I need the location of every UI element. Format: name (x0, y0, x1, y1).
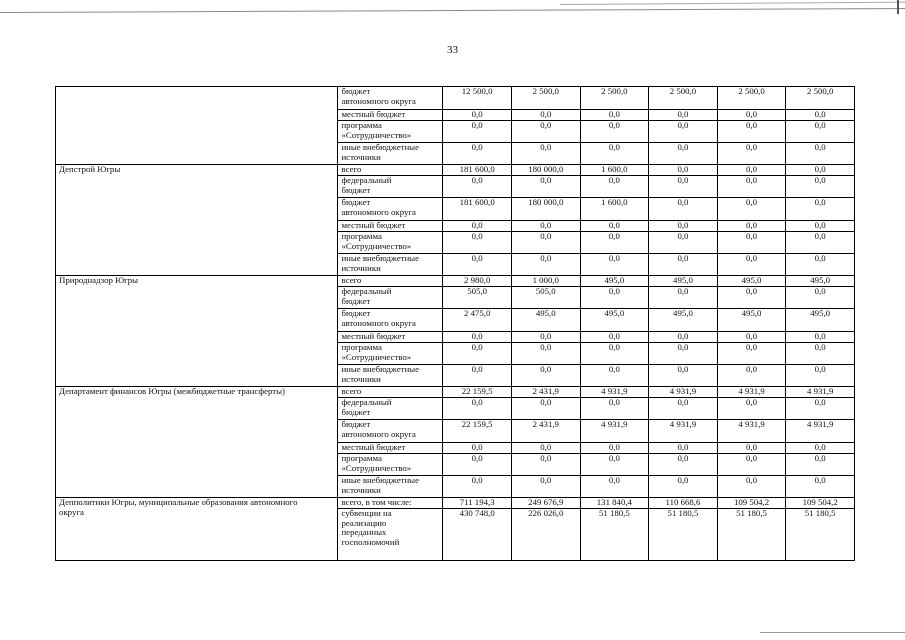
amount-cell: 2 500,0 (580, 87, 649, 110)
amount-cell: 180 000,0 (511, 198, 580, 221)
amount-cell: 51 180,5 (717, 509, 786, 561)
amount-cell: 0,0 (580, 254, 649, 276)
amount-cell: 0,0 (580, 343, 649, 365)
amount-cell: 109 504,2 (786, 498, 855, 509)
amount-cell: 4 931,9 (649, 387, 718, 398)
amount-cell: 0,0 (717, 143, 786, 165)
amount-cell: 0,0 (717, 365, 786, 387)
amount-cell: 0,0 (649, 143, 718, 165)
amount-cell: 0,0 (443, 454, 512, 476)
amount-cell: 0,0 (511, 121, 580, 143)
funding-table (55, 86, 855, 561)
amount-cell: 0,0 (786, 121, 855, 143)
amount-cell: 0,0 (717, 454, 786, 476)
amount-cell: 4 931,9 (580, 387, 649, 398)
table-row (56, 387, 855, 398)
organization-cell: Депполитики Югры, муниципальные образования автономного округа (56, 498, 338, 561)
amount-cell: 0,0 (717, 110, 786, 121)
amount-cell: 711 194,3 (443, 498, 512, 509)
amount-cell: 0,0 (717, 287, 786, 309)
amount-cell: 51 180,5 (786, 509, 855, 561)
amount-cell: 0,0 (443, 443, 512, 454)
amount-cell: 0,0 (443, 476, 512, 498)
funding-source-cell: местный бюджет (338, 332, 443, 343)
amount-cell: 0,0 (786, 476, 855, 498)
amount-cell: 0,0 (717, 254, 786, 276)
amount-cell: 0,0 (580, 287, 649, 309)
table-row (56, 165, 855, 176)
amount-cell: 0,0 (580, 332, 649, 343)
amount-cell: 181 600,0 (443, 198, 512, 221)
scan-corner (897, 0, 905, 14)
amount-cell: 0,0 (511, 443, 580, 454)
amount-cell: 226 026,0 (511, 509, 580, 561)
amount-cell: 4 931,9 (580, 420, 649, 443)
amount-cell: 495,0 (786, 309, 855, 332)
amount-cell: 4 931,9 (786, 387, 855, 398)
funding-source-cell: всего (338, 276, 443, 287)
amount-cell: 0,0 (649, 165, 718, 176)
amount-cell: 12 500,0 (443, 87, 512, 110)
amount-cell: 0,0 (649, 287, 718, 309)
funding-source-cell: бюджет автономного округа (338, 198, 443, 221)
amount-cell: 0,0 (580, 143, 649, 165)
amount-cell: 2 431,9 (511, 387, 580, 398)
amount-cell: 0,0 (580, 176, 649, 198)
funding-source-cell: бюджет автономного округа (338, 87, 443, 110)
amount-cell: 0,0 (786, 443, 855, 454)
amount-cell: 0,0 (786, 176, 855, 198)
amount-cell: 0,0 (786, 198, 855, 221)
amount-cell: 2 500,0 (717, 87, 786, 110)
funding-source-cell: субвенции на реализацию переданных госполномочий (338, 509, 443, 561)
funding-source-cell: федеральный бюджет (338, 398, 443, 420)
amount-cell: 495,0 (580, 309, 649, 332)
amount-cell: 0,0 (649, 232, 718, 254)
amount-cell: 181 600,0 (443, 165, 512, 176)
amount-cell: 0,0 (649, 454, 718, 476)
amount-cell: 0,0 (511, 476, 580, 498)
amount-cell: 0,0 (580, 121, 649, 143)
amount-cell: 0,0 (717, 232, 786, 254)
amount-cell: 0,0 (580, 476, 649, 498)
amount-cell: 2 500,0 (511, 87, 580, 110)
amount-cell: 22 159,5 (443, 420, 512, 443)
amount-cell: 109 504,2 (717, 498, 786, 509)
amount-cell: 0,0 (717, 332, 786, 343)
funding-source-cell: иные внебюджетные источники (338, 476, 443, 498)
amount-cell: 0,0 (443, 365, 512, 387)
funding-source-cell: всего, в том числе: (338, 498, 443, 509)
amount-cell: 0,0 (786, 365, 855, 387)
amount-cell: 0,0 (649, 398, 718, 420)
amount-cell: 495,0 (649, 309, 718, 332)
amount-cell: 495,0 (511, 309, 580, 332)
organization-cell: Депстрой Югры (56, 165, 338, 276)
funding-source-cell: федеральный бюджет (338, 176, 443, 198)
amount-cell: 51 180,5 (649, 509, 718, 561)
amount-cell: 4 931,9 (717, 420, 786, 443)
amount-cell: 0,0 (580, 398, 649, 420)
amount-cell: 0,0 (786, 287, 855, 309)
amount-cell: 0,0 (717, 398, 786, 420)
scan-edge-bottom (760, 632, 905, 633)
funding-source-cell: иные внебюджетные источники (338, 365, 443, 387)
amount-cell: 0,0 (443, 176, 512, 198)
amount-cell: 0,0 (580, 443, 649, 454)
amount-cell: 1 000,0 (511, 276, 580, 287)
funding-source-cell: федеральный бюджет (338, 287, 443, 309)
amount-cell: 0,0 (649, 121, 718, 143)
amount-cell: 0,0 (511, 398, 580, 420)
amount-cell: 0,0 (649, 476, 718, 498)
amount-cell: 0,0 (580, 110, 649, 121)
amount-cell: 4 931,9 (786, 420, 855, 443)
amount-cell: 0,0 (786, 165, 855, 176)
amount-cell: 0,0 (649, 443, 718, 454)
amount-cell: 495,0 (580, 276, 649, 287)
amount-cell: 0,0 (786, 143, 855, 165)
amount-cell: 0,0 (443, 254, 512, 276)
amount-cell: 0,0 (649, 198, 718, 221)
amount-cell: 249 676,9 (511, 498, 580, 509)
amount-cell: 505,0 (511, 287, 580, 309)
amount-cell: 131 840,4 (580, 498, 649, 509)
amount-cell: 1 600,0 (580, 198, 649, 221)
amount-cell: 51 180,5 (580, 509, 649, 561)
amount-cell: 0,0 (649, 176, 718, 198)
amount-cell: 2 431,9 (511, 420, 580, 443)
funding-source-cell: бюджет автономного округа (338, 309, 443, 332)
amount-cell: 0,0 (717, 343, 786, 365)
amount-cell: 505,0 (443, 287, 512, 309)
amount-cell: 0,0 (580, 221, 649, 232)
amount-cell: 0,0 (717, 121, 786, 143)
funding-source-cell: местный бюджет (338, 110, 443, 121)
amount-cell: 0,0 (717, 476, 786, 498)
amount-cell: 0,0 (717, 198, 786, 221)
funding-source-cell: иные внебюджетные источники (338, 254, 443, 276)
amount-cell: 0,0 (511, 110, 580, 121)
amount-cell: 180 000,0 (511, 165, 580, 176)
amount-cell: 110 668,6 (649, 498, 718, 509)
amount-cell: 4 931,9 (649, 420, 718, 443)
amount-cell: 0,0 (786, 221, 855, 232)
funding-source-cell: местный бюджет (338, 221, 443, 232)
funding-source-cell: программа «Сотрудничество» (338, 121, 443, 143)
amount-cell: 0,0 (511, 343, 580, 365)
amount-cell: 0,0 (511, 254, 580, 276)
amount-cell: 0,0 (511, 232, 580, 254)
amount-cell: 0,0 (580, 454, 649, 476)
amount-cell: 0,0 (443, 232, 512, 254)
organization-cell: Природнадзор Югры (56, 276, 338, 387)
table-row (56, 87, 855, 110)
amount-cell: 0,0 (786, 343, 855, 365)
amount-cell: 0,0 (511, 454, 580, 476)
amount-cell: 4 931,9 (717, 387, 786, 398)
table-body (56, 87, 855, 561)
amount-cell: 0,0 (649, 110, 718, 121)
amount-cell: 0,0 (649, 343, 718, 365)
amount-cell: 0,0 (786, 110, 855, 121)
amount-cell: 0,0 (717, 165, 786, 176)
amount-cell: 495,0 (786, 276, 855, 287)
amount-cell: 1 600,0 (580, 165, 649, 176)
funding-source-cell: местный бюджет (338, 443, 443, 454)
funding-source-cell: всего (338, 387, 443, 398)
amount-cell: 0,0 (649, 254, 718, 276)
amount-cell: 2 980,0 (443, 276, 512, 287)
amount-cell: 0,0 (717, 176, 786, 198)
amount-cell: 0,0 (511, 143, 580, 165)
amount-cell: 0,0 (786, 332, 855, 343)
funding-source-cell: иные внебюджетные источники (338, 143, 443, 165)
amount-cell: 0,0 (443, 398, 512, 420)
amount-cell: 495,0 (649, 276, 718, 287)
amount-cell: 0,0 (511, 176, 580, 198)
amount-cell: 0,0 (786, 454, 855, 476)
amount-cell: 0,0 (649, 221, 718, 232)
amount-cell: 430 748,0 (443, 509, 512, 561)
amount-cell: 0,0 (580, 365, 649, 387)
amount-cell: 0,0 (786, 398, 855, 420)
amount-cell: 495,0 (717, 276, 786, 287)
amount-cell: 22 159,5 (443, 387, 512, 398)
funding-source-cell: всего (338, 165, 443, 176)
amount-cell: 0,0 (511, 332, 580, 343)
amount-cell: 0,0 (649, 365, 718, 387)
amount-cell: 0,0 (443, 343, 512, 365)
funding-source-cell: программа «Сотрудничество» (338, 454, 443, 476)
amount-cell: 2 500,0 (786, 87, 855, 110)
amount-cell: 0,0 (443, 121, 512, 143)
organization-cell (56, 87, 338, 165)
amount-cell: 2 475,0 (443, 309, 512, 332)
amount-cell: 2 500,0 (649, 87, 718, 110)
amount-cell: 495,0 (717, 309, 786, 332)
amount-cell: 0,0 (443, 143, 512, 165)
amount-cell: 0,0 (786, 254, 855, 276)
amount-cell: 0,0 (511, 365, 580, 387)
funding-source-cell: программа «Сотрудничество» (338, 232, 443, 254)
table-row (56, 276, 855, 287)
organization-cell: Департамент финансов Югры (межбюджетные трансферты) (56, 387, 338, 498)
amount-cell: 0,0 (786, 232, 855, 254)
scan-edge (0, 0, 905, 14)
funding-source-cell: программа «Сотрудничество» (338, 343, 443, 365)
table-row (56, 498, 855, 509)
funding-source-cell: бюджет автономного округа (338, 420, 443, 443)
amount-cell: 0,0 (717, 443, 786, 454)
amount-cell: 0,0 (443, 221, 512, 232)
amount-cell: 0,0 (580, 232, 649, 254)
amount-cell: 0,0 (443, 110, 512, 121)
page-number: 33 (447, 44, 458, 56)
amount-cell: 0,0 (511, 221, 580, 232)
amount-cell: 0,0 (443, 332, 512, 343)
amount-cell: 0,0 (717, 221, 786, 232)
amount-cell: 0,0 (649, 332, 718, 343)
